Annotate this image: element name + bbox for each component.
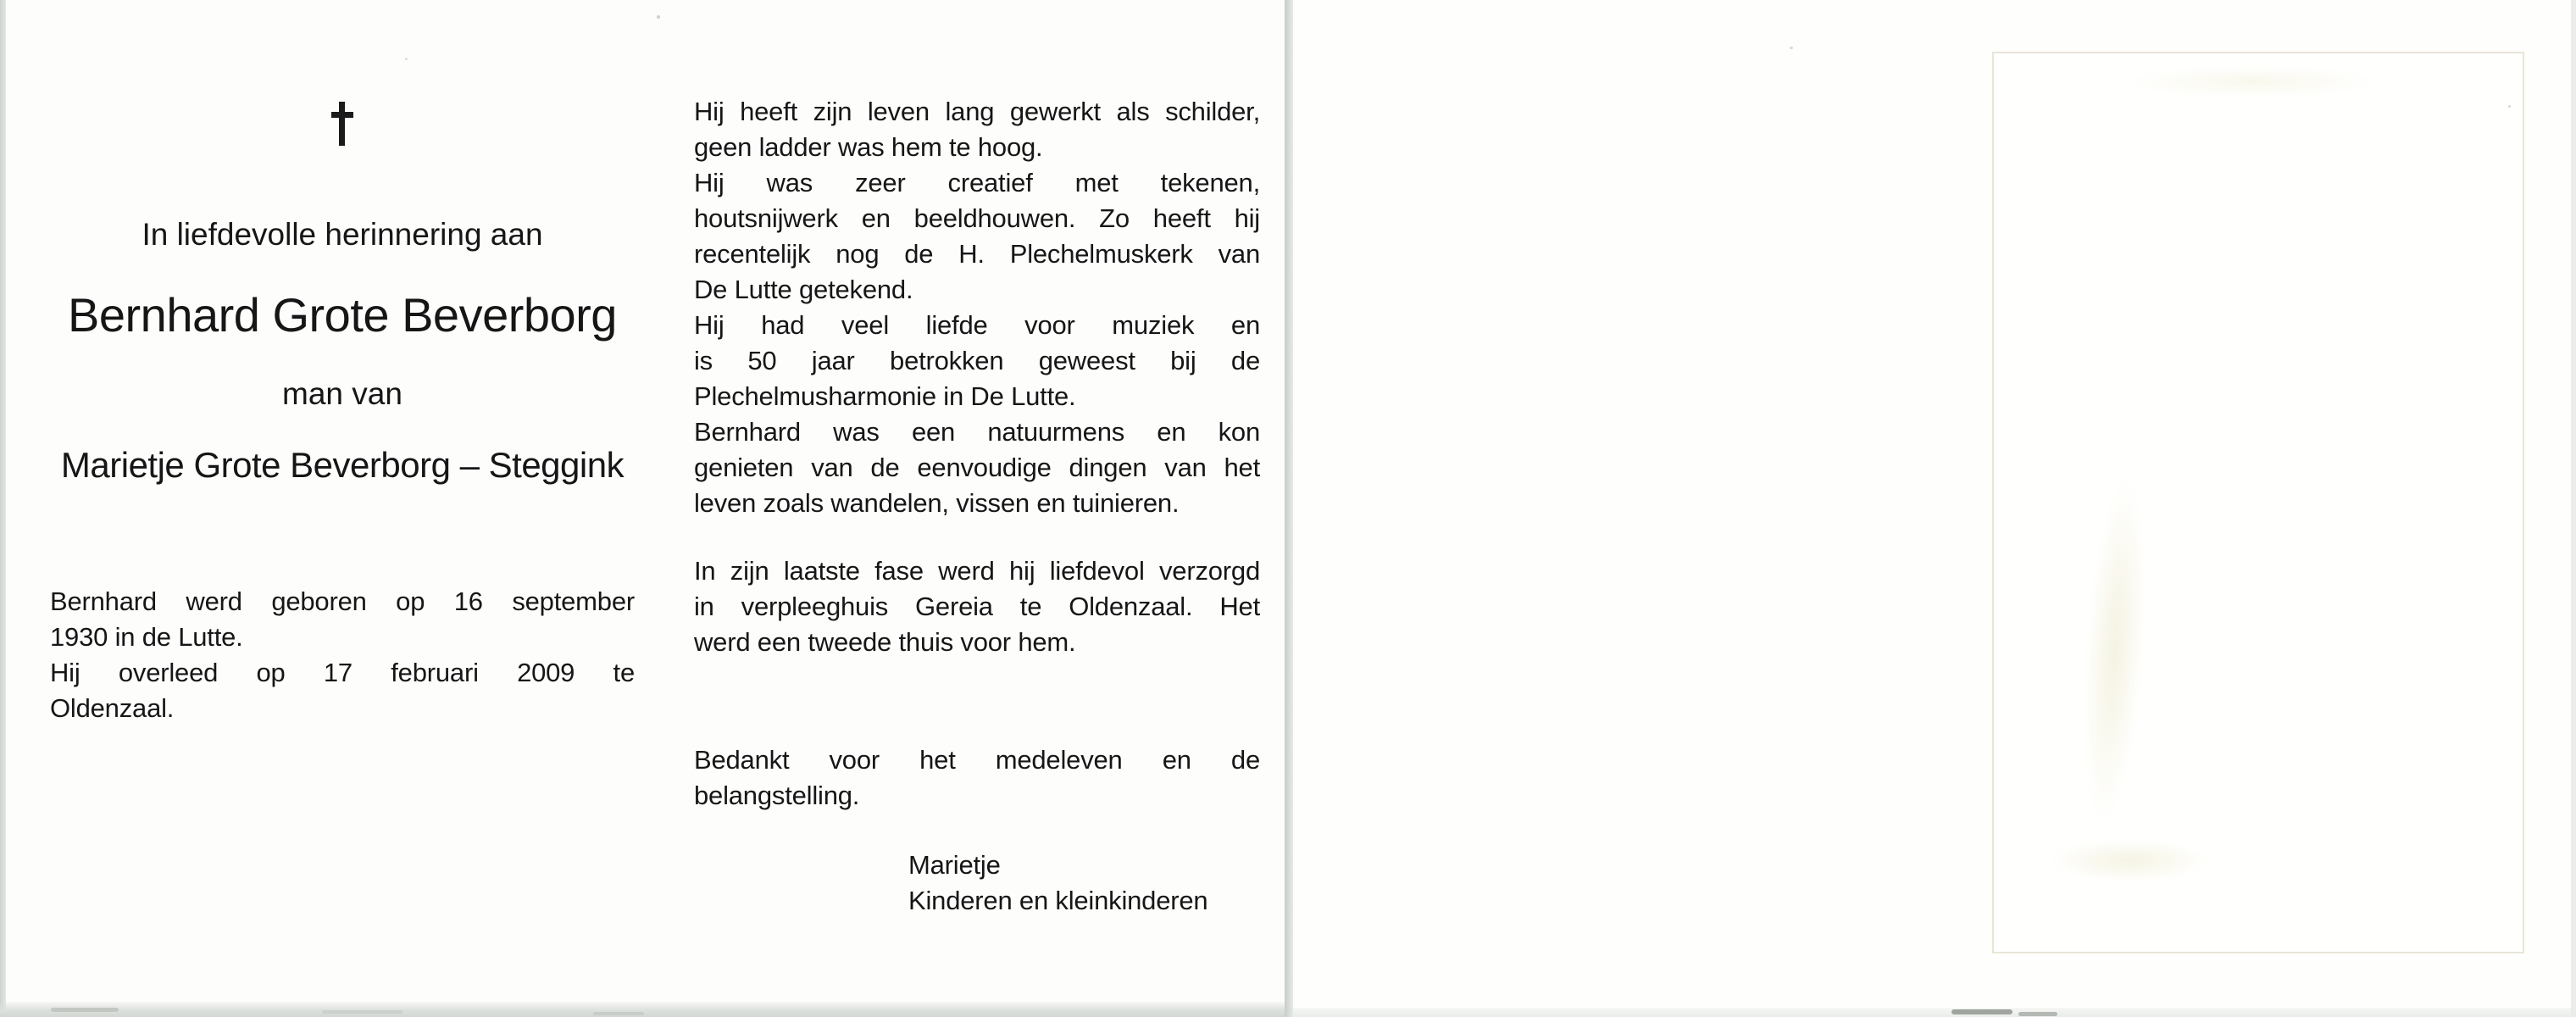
cross-wrap bbox=[50, 102, 635, 146]
relation-line: man van bbox=[282, 376, 402, 411]
text-line: geen ladder was hem te hoog. bbox=[694, 132, 1043, 162]
scan-artifact-dash bbox=[593, 1012, 644, 1015]
text-line: De Lutte getekend. bbox=[694, 275, 913, 304]
scan-artifact-dash bbox=[2018, 1012, 2057, 1016]
ghost-smudge-streak bbox=[2057, 407, 2172, 894]
text-line: werd een tweede thuis voor hem. bbox=[694, 627, 1076, 657]
spouse-name: Marietje Grote Beverborg – Steggink bbox=[60, 445, 625, 485]
scan-speck bbox=[657, 15, 660, 19]
text-line: Bedankt voor het medeleven en de bbox=[694, 745, 1260, 775]
scan-page-divider bbox=[1285, 0, 1293, 1017]
intro-line: In liefdevolle herinnering aan bbox=[142, 217, 543, 252]
signature-block bbox=[694, 848, 1260, 919]
scan-speck bbox=[2508, 105, 2511, 108]
scan-right-edge bbox=[2571, 0, 2576, 1017]
text-line: In zijn laatste fase werd hij liefdevol verzorgd bbox=[694, 556, 1260, 586]
text-line: Bernhard werd geboren op 16 september bbox=[50, 586, 635, 616]
cross-vertical-bar bbox=[339, 102, 345, 146]
paragraph bbox=[694, 553, 1260, 660]
text-line: recentelijk nog de H. Plechelmuskerk van bbox=[694, 239, 1260, 269]
cross-icon bbox=[330, 102, 354, 146]
paragraph bbox=[694, 308, 1260, 414]
text-line: Plechelmusharmonie in De Lutte. bbox=[694, 381, 1076, 411]
text-line: Oldenzaal. bbox=[50, 693, 175, 723]
text-line: 1930 in de Lutte. bbox=[50, 622, 243, 652]
care-paragraph bbox=[694, 553, 1260, 660]
deceased-name: Bernhard Grote Beverborg bbox=[68, 288, 617, 342]
memorial-card-inside-page bbox=[6, 0, 1285, 1017]
biography-paragraphs bbox=[694, 94, 1260, 521]
paragraph bbox=[694, 414, 1260, 521]
scan-artifact-dash bbox=[322, 1010, 402, 1014]
text-line: is 50 jaar betrokken geweest bij de bbox=[694, 346, 1260, 375]
text-line: Kinderen en kleinkinderen bbox=[908, 886, 1208, 915]
text-line: genieten van de eenvoudige dingen van het bbox=[694, 453, 1260, 482]
middle-text-column bbox=[694, 0, 1260, 1017]
back-card-outline bbox=[1992, 52, 2524, 953]
text-line: Hij had veel liefde voor muziek en bbox=[694, 310, 1260, 340]
text-line: Hij overleed op 17 februari 2009 te bbox=[50, 658, 635, 687]
left-text-column bbox=[50, 0, 635, 1017]
scan-speck bbox=[405, 58, 408, 60]
birth-death-paragraphs bbox=[50, 584, 635, 726]
cross-horizontal-bar bbox=[331, 112, 353, 118]
paragraph bbox=[694, 94, 1260, 165]
text-line: Marietje bbox=[908, 850, 1001, 880]
paragraph bbox=[694, 165, 1260, 308]
paragraph bbox=[50, 655, 635, 726]
scan-left-edge bbox=[0, 0, 6, 1017]
text-line: houtsnijwerk en beeldhouwen. Zo heeft hij bbox=[694, 203, 1260, 233]
text-line: in verpleeghuis Gereia te Oldenzaal. Het bbox=[694, 592, 1260, 621]
scan-artifact-dash bbox=[1951, 1009, 2012, 1014]
paragraph bbox=[694, 742, 1260, 814]
text-line: Hij was zeer creatief met tekenen, bbox=[694, 168, 1260, 197]
scan-bottom-edge-right bbox=[1293, 1008, 2576, 1017]
text-line: belangstelling. bbox=[694, 781, 860, 810]
text-line: Hij heeft zijn leven lang gewerkt als schilder, bbox=[694, 97, 1260, 126]
ghost-smudge-top bbox=[2070, 58, 2434, 105]
scan-speck bbox=[1790, 47, 1793, 49]
paragraph bbox=[50, 584, 635, 655]
text-line: Bernhard was een natuurmens en kon bbox=[694, 417, 1260, 447]
ghost-smudge-base bbox=[2015, 829, 2244, 892]
thanks-paragraph bbox=[694, 742, 1260, 814]
scan-artifact-dash bbox=[51, 1008, 119, 1012]
text-line: leven zoals wandelen, vissen en tuinieren. bbox=[694, 488, 1180, 518]
